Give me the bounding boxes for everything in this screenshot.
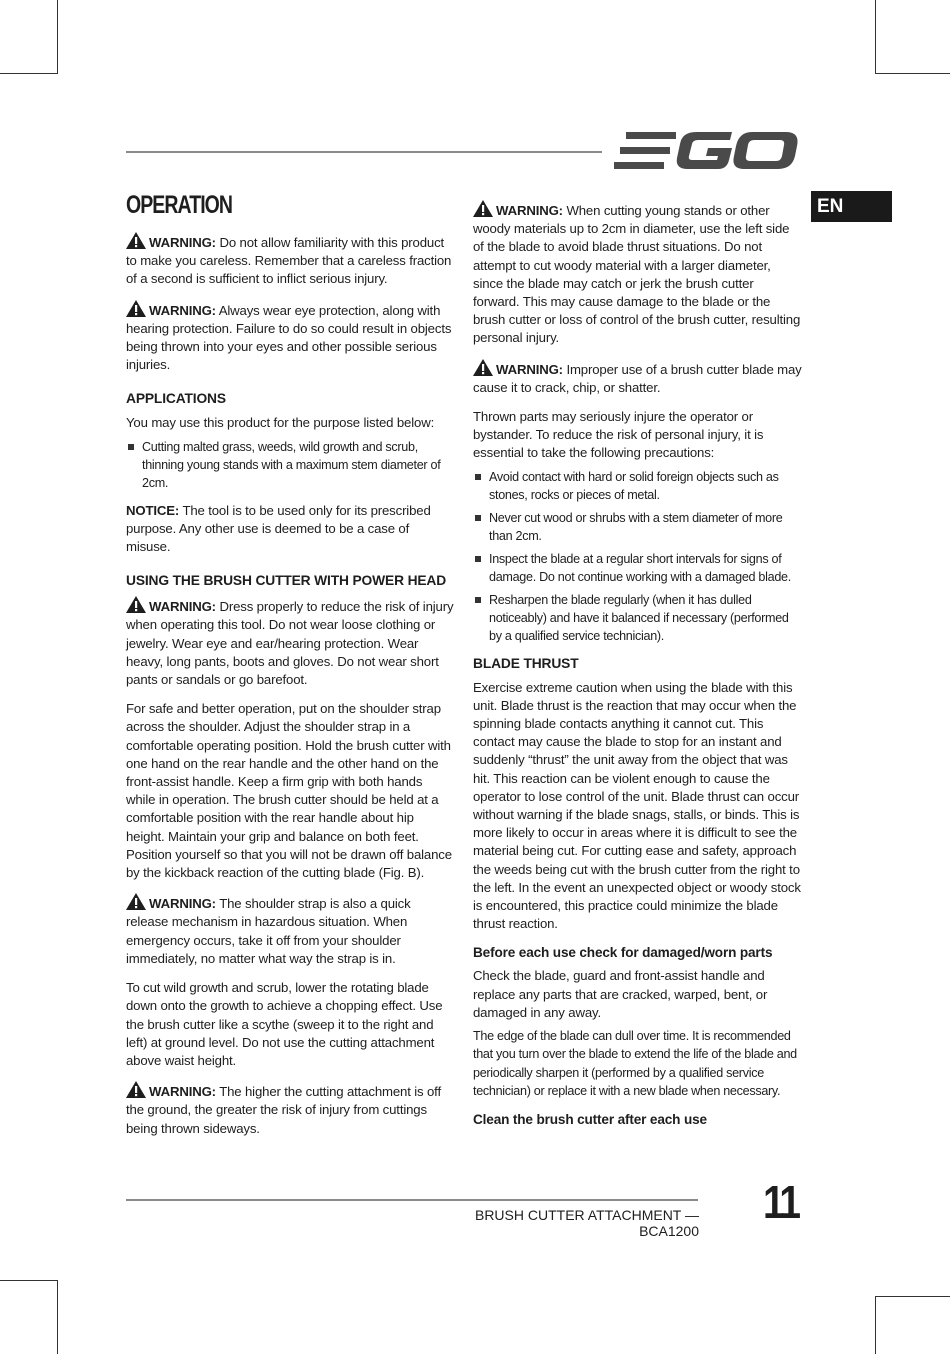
crop-mark: [0, 1280, 58, 1281]
list-item: Resharpen the blade regularly (when it has dulled noticeably) and have it balanced if necessary (performed by a qualified service technician).: [473, 591, 803, 645]
warning-shoulder-strap: [126, 893, 454, 968]
subheading-clean: Clean the brush cutter after each use: [473, 1111, 707, 1127]
crop-mark: [875, 73, 950, 74]
warning-triangle-icon: [126, 596, 146, 613]
paragraph-check-parts: Check the blade, guard and front-assist handle and replace any parts that are cracked, warped, bent, or damaged in any away.: [473, 968, 768, 1020]
warning-triangle-icon: [126, 232, 146, 249]
notice-prescribed-purpose: [126, 502, 454, 557]
warning-triangle-icon: [473, 359, 493, 376]
applications-list: [126, 438, 454, 492]
warning-label: WARNING:: [149, 302, 216, 318]
warning-improper-use: [473, 359, 803, 397]
ego-logo: [614, 128, 800, 174]
warning-text: Do not allow familiarity with this product to make you careless. Remember that a careless fraction of a second is sufficient to inflict serious injury.: [126, 235, 452, 287]
warning-label: WARNING:: [149, 235, 216, 250]
warning-label: WARNING:: [496, 361, 563, 377]
list-item: Avoid contact with hard or solid foreign objects such as stones, rocks or pieces of metal.: [473, 468, 803, 504]
left-column: [126, 190, 454, 1149]
subheading-using-brush-cutter: USING THE BRUSH CUTTER WITH POWER HEAD: [126, 573, 447, 589]
crop-mark: [57, 1280, 58, 1354]
crop-mark: [57, 0, 58, 74]
list-item: Inspect the blade at a regular short intervals for signs of damage. Do not continue working with a damaged blade.: [473, 550, 803, 586]
warning-label: WARNING:: [496, 203, 563, 218]
warning-familiarity: [126, 232, 454, 289]
square-bullet-icon: [475, 515, 481, 521]
paragraph-thrown-parts: Thrown parts may seriously injure the operator or bystander. To reduce the risk of personal injury, it is essential to take the following precautions:: [473, 409, 764, 461]
warning-label: WARNING:: [149, 896, 216, 912]
square-bullet-icon: [475, 597, 481, 603]
warning-text: When cutting young stands or other woody materials up to 2cm in diameter, use the left side of the blade to avoid blade thrust situations. Do not attempt to cut woody material with a larger diameter, since the blade may catch or jerk the brush cutter forward. This may cause damage to the blade or the brush cutter or loss of control of the brush cutter, resulting personal injury.: [473, 203, 801, 346]
paragraph-blade-thrust: Exercise extreme caution when using the blade with this unit. Blade thrust is the reaction that may occur when the spinning blade contacts anything it cannot cut. This contact may cause the blade to stop for an instant and suddenly “thrust” the unit away from the object that was hit. This reaction can be violent enough to cause the operator to lose control of the unit. Blade thrust can occur without warning if the blade snags, stalls, or binds. This is more likely to occur in areas where it is difficult to see the material being cut. For cutting ease and safety, approach the weeds being cut with the brush cutter from the right to the left. In the event an unexpected object or woody stock is encountered, this practice could minimize the blade thrust reaction.: [473, 679, 801, 932]
paragraph-cut-wild-growth: To cut wild growth and scrub, lower the rotating blade down onto the growth to achieve a chopping effect. Use the brush cutter like a scythe (sweep it to the right and left) at ground level. Do not use the cutting attachment above waist height.: [126, 980, 443, 1068]
crop-mark: [875, 1296, 950, 1297]
warning-text: Dress properly to reduce the risk of injury when operating this tool. Do not wear loose clothing or jewelry. Wear eye and ear/hearing protection. Wear heavy, long pants, boots and gloves. Do not wear short pants or sandals or go barefoot.: [126, 599, 454, 688]
warning-text: Always wear eye protection, along with hearing protection. Failure to do so could result in objects being thrown into your eyes and other possible serious injuries.: [126, 302, 452, 373]
warning-young-stands: [473, 200, 803, 348]
header-rule: [126, 151, 602, 153]
page-number: 11: [763, 1176, 798, 1228]
notice-text: The tool is to be used only for its prescribed purpose. Any other use is deemed to be a case of misuse.: [126, 502, 431, 555]
warning-triangle-icon: [126, 300, 146, 317]
footer-rule: [126, 1199, 698, 1201]
crop-mark: [875, 0, 876, 74]
warning-label: WARNING:: [149, 1084, 216, 1100]
warning-label: WARNING:: [149, 599, 216, 615]
warning-dress-properly: [126, 596, 454, 689]
warning-triangle-icon: [126, 1081, 146, 1098]
warning-eye-protection: [126, 300, 454, 375]
section-heading-operation: OPERATION: [126, 191, 233, 219]
subheading-check-parts: Before each use check for damaged/worn parts: [473, 945, 773, 961]
crop-mark: [0, 73, 58, 74]
precautions-list: [473, 468, 803, 645]
crop-mark: [875, 1296, 876, 1354]
subheading-blade-thrust: BLADE THRUST: [473, 655, 579, 671]
warning-triangle-icon: [126, 893, 146, 910]
subheading-applications: APPLICATIONS: [126, 391, 226, 407]
footer-title: BRUSH CUTTER ATTACHMENT — BCA1200: [474, 1207, 699, 1239]
applications-intro: You may use this product for the purpose listed below:: [126, 415, 435, 431]
language-tab: EN: [811, 191, 892, 222]
list-item: Never cut wood or shrubs with a stem diameter of more than 2cm.: [473, 509, 803, 545]
square-bullet-icon: [475, 556, 481, 562]
paragraph-safe-operation: For safe and better operation, put on the shoulder strap across the shoulder. Adjust the shoulder strap in a comfortable operating position. Hold the brush cutter with one hand on the rear handle and the other hand on the front-assist handle. Keep a firm grip with both hands while in operation. The brush cutter should be held at a comfortable position with the rear handle about hip height. Maintain your grip and balance on both feet. Position yourself so that you will not be drawn off balance by the kickback reaction of the cutting blade (Fig. B).: [126, 701, 452, 881]
notice-label: NOTICE:: [126, 502, 180, 518]
list-item: Cutting malted grass, weeds, wild growth and scrub, thinning young stands with a maximum stem diameter of 2cm.: [126, 438, 454, 492]
warning-cutting-height: [126, 1081, 454, 1138]
square-bullet-icon: [128, 444, 134, 450]
paragraph-blade-edge: The edge of the blade can dull over time. It is recommended that you turn over the blade to extend the life of the blade and periodically sharpen it (performed by a qualified service technician) or replace it with a new blade when necessary.: [473, 1029, 797, 1098]
warning-text: The shoulder strap is also a quick release mechanism in hazardous situation. When emergency occurs, take it off from your shoulder immediately, no matter what way the strap is in.: [126, 896, 411, 966]
warning-text: Improper use of a brush cutter blade may cause it to crack, chip, or shatter.: [473, 361, 802, 395]
warning-text: The higher the cutting attachment is off the ground, the greater the risk of injury from cuttings being thrown sideways.: [126, 1084, 441, 1136]
warning-triangle-icon: [473, 200, 493, 217]
square-bullet-icon: [475, 474, 481, 480]
right-column: [473, 200, 803, 1134]
